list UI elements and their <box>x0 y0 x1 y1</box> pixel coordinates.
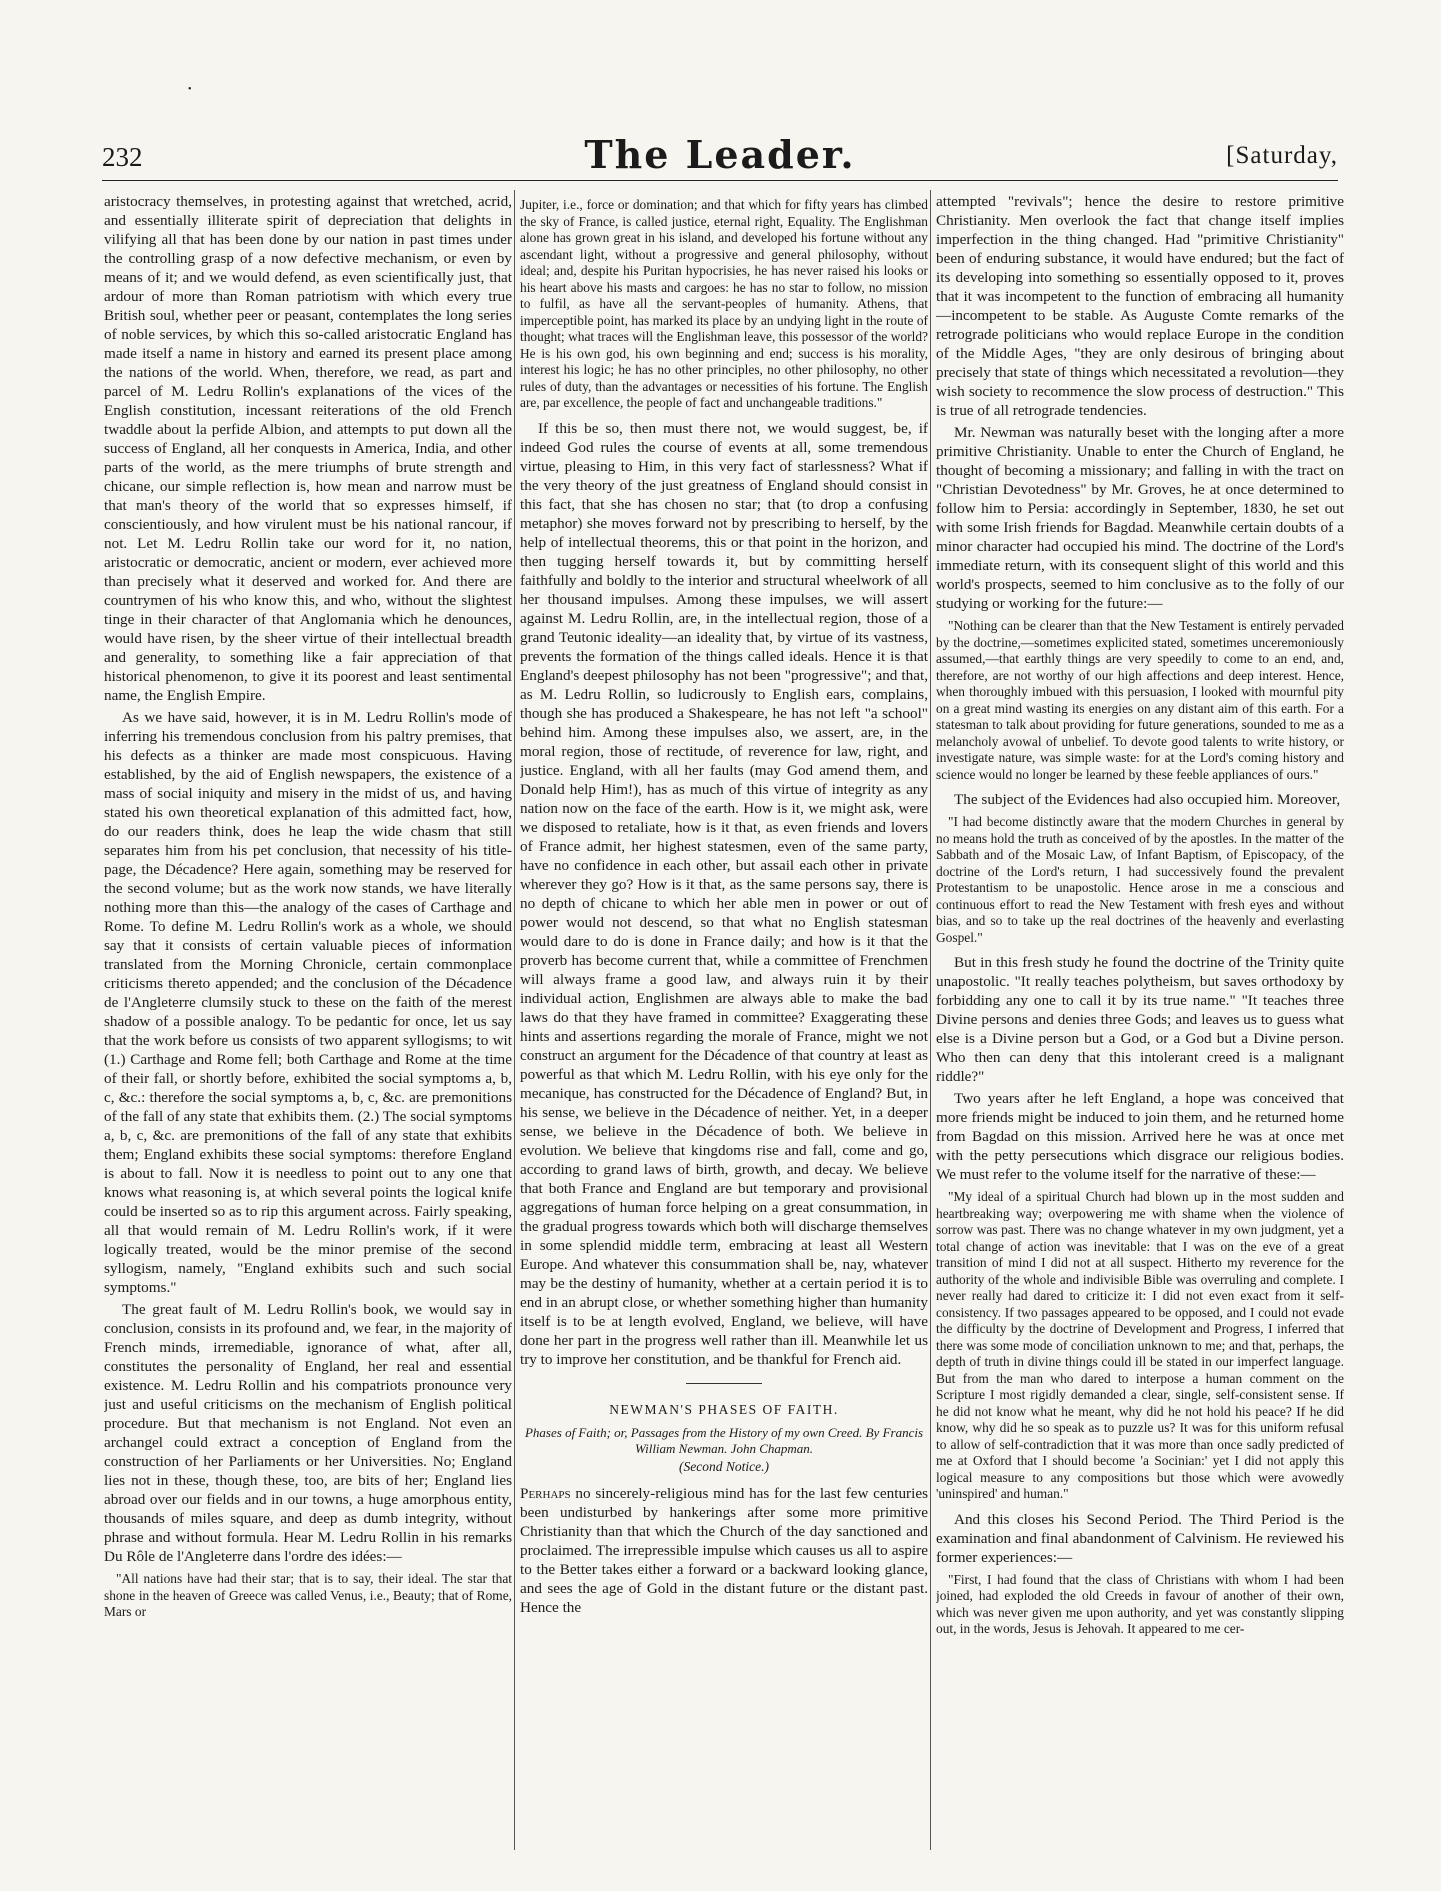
column-3 <box>936 192 1344 1852</box>
paragraph: The great fault of M. Ledru Rollin's book, we would say in conclusion, consists in its profound and, we fear, in the majority of French minds, irremediable, ignorance of what, after all, constitutes the personality of England, her real and essential existence. M. Ledru Rollin and his compatriots pronounce very just and useful criticisms on the mechanism of English political procedure. But that mechanism is not England. Not even an archangel could extract a conception of England from the construction of her Parliaments or her Universities. No; England lies not in these, though these, too, are bits of her; England lies abroad over our fields and in our towns, a huge amorphous entity, thousands of miles square, and deep as dumb integrity, without phrase and without formula. Hear M. Ledru Rollin in his remarks Du Rôle de l'Angleterre dans l'ordre des idées:— <box>104 1301 512 1565</box>
article-title: NEWMAN'S PHASES OF FAITH. <box>609 1401 839 1417</box>
masthead-title: The Leader. <box>584 132 856 177</box>
column-rule <box>514 190 515 1850</box>
drop-lead-word: Perhaps <box>520 1484 571 1502</box>
block-quote: "All nations have had their star; that is to say, their ideal. The star that shone in the heaven of Greece was called Venus, i.e., Beauty; that of Rome, Mars or <box>104 1571 512 1619</box>
block-quote: "I had become distinctly aware that the modern Churches in general by no means hold the truth as conceived of by the apostles. In the matter of the Sabbath and of the Mosaic Law, of Infant Baptism, of Episcopacy, of the doctrine of the Lord's return, I had successively found the prevalent Protestantism to be unapostolic. Hence arose in me a conscious and continuous effort to read the New Testament with fresh eyes and without bias, and so to take up the real doctrines of the heavenly and everlasting Gospel." <box>936 814 1344 945</box>
column-rule <box>930 190 931 1850</box>
paragraph: As we have said, however, it is in M. Ledru Rollin's mode of inferring his tremendous conclusion from his paltry premises, that his defects as a thinker are made most conspicuous. Having established, by the aid of English newspapers, the existence of a mass of social iniquity and misery in the midst of us, and having stated his own theoretical explanation of this admitted fact, how, do our readers think, does he leap the wide chasm that still separates him from his pet conclusion, that necessity of his title-page, the Décadence? Here again, something may be reserved for the second volume; but as the work now stands, we have literally nothing more than this—the analogy of the cases of Carthage and Rome. To define M. Ledru Rollin's work as a whole, we should say that it consists of certain valuable pieces of information translated from the Morning Chronicle, certain commonplace criticisms thereto appended; and the conclusion of the Décadence de l'Angleterre clumsily stuck to these on the faith of the merest shadow of a possible analogy. To be pedantic for once, let us say that the work before us consists of two apparent syllogisms; to wit (1.) Carthage and Rome fell; both Carthage and Rome at the time of their fall, or shortly before, exhibited the social symptoms a, b, c, &c.: therefore the social symptoms a, b, c, &c. are premonitions of the fall of any state that exhibits them. (2.) The social symptoms a, b, c, &c. are premonitions of the fall of any state that exhibits them; England exhibits these social symptoms: therefore England is about to fall. Now it is needless to point out to any one that knows what reasoning is, at which several points the logical knife could be inserted so as to rip this argument across. Fairly speaking, all that would remain of M. Ledru Rollin's work, if it were logically treated, would be the minor premise of the second syllogism, namely, "England exhibits such and such social symptoms." <box>104 709 512 1296</box>
dateline: [Saturday, <box>1226 142 1338 169</box>
paragraph-text: no sincerely-religious mind has for the last few centuries been undisturbed by hankerings after some more primitive Christianity than that which the Church of the day sanctioned and proclaimed. The irrepressible impulse which causes us all to aspire to the Better takes either a forward or a backward looking glance, and sees the age of Gold in the distant future or the distant past. Hence the <box>520 1484 928 1616</box>
column-1 <box>104 192 512 1852</box>
paragraph: Two years after he left England, a hope was conceived that more friends might be induced to join them, and he returned home from Bagdad on this mission. Arrived here he was at once met with the petty persecutions which disgrace our religious bodies. We must refer to the volume itself for the narrative of these:— <box>936 1090 1344 1183</box>
paragraph: The subject of the Evidences had also occupied him. Moreover, <box>954 791 1341 808</box>
paragraph: But in this fresh study he found the doctrine of the Trinity quite unapostolic. "It really teaches polytheism, but saves orthodoxy by forbidding any one to call it by its true name." "It teaches three Divine persons and denies three Gods; and leaves us to guess what else is a Divine person but a God, or a God but a Divine person. Who then can deny that this intolerant creed is a malignant riddle?" <box>936 954 1344 1085</box>
paragraph: aristocracy themselves, in protesting against that wretched, acrid, and essentially illiterate spirit of depreciation that delights in vilifying all that has been done by our nation in past times under the controlling grasp of a now defective mechanism, or even by means of it; and we would defend, as even scientifically just, that ardour of more than Roman patriotism with which every true British soul, whether peer or peasant, contemplates the long series of noble services, by which this so-called aristocratic England has made itself a name in history and earned its present place among the nations of the world. When, therefore, we read, as part and parcel of M. Ledru Rollin's explanations of the vices of the English constitution, incessant reiterations of the old French twaddle about la perfide Albion, and attempts to put down all the success of England, all her conquests in America, India, and other parts of the world, as the mere triumphs of brute strength and chicane, our simple reflection is, how mean and narrow must be that man's theory of the world that so expresses himself, if conscientiously, and how virulent must be his national rancour, if not. Let M. Ledru Rollin take our word for it, no nation, aristocratic or democratic, ancient or modern, ever achieved more than precisely what it deserved and worked for. And there are countrymen of his who know this, and who, without the slightest tinge in their character of that Anglomania which he denounces, would have risen, by the sheer virtue of their intellectual breadth and generality, to something like a fair appreciation of that historical phenomenon, to give it its poorest and least sentimental name, the English Empire. <box>104 193 512 704</box>
paragraph: If this be so, then must there not, we would suggest, be, if indeed God rules the course of events at all, some tremendous virtue, pleasing to Him, in this very fact of starlessness? What if the very theory of the just greatness of England should consist in this fact, that she has chosen no star; that (to drop a confusing metaphor) she moves forward not by prescribing to herself, by the help of intellectual theorems, this or that point in the horizon, and then tugging herself towards it, but by committing herself faithfully and boldly to the interior and structural wheelwork of all her thousand impulses. Among these impulses, we will assert against M. Ledru Rollin, are, in the intellectual region, those of a grand Teutonic ideality—an ideality that, by virtue of its vastness, prevents the formation of the things called ideals. Hence it is that England's deepest philosophy has not been "progressive"; and that, as M. Ledru Rollin, so ludicrously to English ears, complains, though she has produced a Shakespeare, he has not left "a school" behind him. Among these impulses also, we assert, are, in the moral region, those of rectitude, of reverence for law, right, and justice. England, with all her faults (may God amend them, and Donald help Him!), has as much of this virtue of integrity as any nation now on the face of the earth. How is it, we might ask, were we disposed to retaliate, how is it that, as even friends and lovers of France admit, her highest statesmen, even of the same party, have no confidence in each other, but assail each other in private wherever they go? How is it that, as the same persons say, there is no depth of chicane to which her able men in power or out of power would not descend, so that what no English statesman would dare to do is done in France daily; and how is it that the proverb has become current that, while a committee of Frenchmen will always frame a good law, and always ruin it by their individual action, Englishmen are always able to make the bad laws do that they have framed in committee? Exaggerating these hints and assertions regarding the morale of France, might we not construct an argument for the Décadence of that country at least as powerful as that which M. Ledru Rollin, with his eye only for the mecanique, has constructed for the Décadence of England? But, in his sense, we believe in the Décadence of neither. Yet, in a deeper sense, we believe in the Décadence of both. We believe in evolution. We believe that kingdoms rise and fall, come and go, according to grand laws of birth, growth, and decay. We believe that both France and England are but temporary and provisional aggregations of human force helping on a great consummation, in the gradual progress towards which both will discharge themselves in some splendid middle term, embracing at least all Western Europe. And whatever this consummation shall be, nay, whatever may be the destiny of humanity, whether at a certain period it is to end in an abrupt close, or whether something higher than humanity itself is to be at length evolved, England, we believe, will have done her part in the progress well rather than ill. Meanwhile let us try to improve her constitution, and be thankful for French aid. <box>520 419 928 1368</box>
block-quote: Jupiter, i.e., force or domination; and that which for fifty years has climbed the sky of France, is called justice, eternal right, Equality. The Englishman alone has grown great in his island, and developed his fortune without any ascendant light, without a progressive and general philosophy, without ideal; and, despite his Puritan hypocrisies, he has never raised his looks or his heart above his masts and cargoes: he has no star to follow, no mission to fulfil, as have all the servant-peoples of humanity. Athens, that imperceptible point, has marked its place by an undying light in the route of thought; what traces will the Englishman leave, this possessor of the world? He is his own god, his own beginning and end; success is his morality, interest his logic; he has no other principles, no other philosophy, no other rules of duty, than the advantages or necessities of his fortune. The English are, par excellence, the people of fact and unchangeable traditions." <box>520 197 928 410</box>
block-quote: "Nothing can be clearer than that the New Testament is entirely pervaded by the doctrine,—sometimes explicited stated, sometimes unceremoniously assumed,—that earthly things are very speedily to come to an end, and, therefore, are not worthy of our high affections and deep interest. Hence, when thoroughly imbued with this persuasion, I looked with mournful pity on a great mind wasting its energies on any distant aim of this earth. For a statesman to talk about providing for future generations, sounded to me as a melancholy avowal of unbelief. To devote good talents to write history, or investigate nature, was simple waste: for at the Lord's coming history and science would no longer be learned by these feeble appliances of ours." <box>936 618 1344 782</box>
page-number: 232 <box>102 142 143 172</box>
article-subtitle: Phases of Faith; or, Passages from the History of my own Creed. By Francis William Newman. John Chapman. <box>524 1424 924 1456</box>
paragraph <box>520 1484 928 1617</box>
paragraph: attempted "revivals"; hence the desire to restore primitive Christianity. Men overlook the fact that change itself implies imperfection in the thing changed. Had "primitive Christianity" been of enduring substance, it would have endured; but the fact of its developing into something so essentially opposed to it, proves that it was incompetent to the function of embracing all humanity—incompetent to be stable. As Auguste Comte remarks of the retrograde politicians who would replace Europe in the condition of the Middle Ages, "they are only desirous of bringing about precisely that state of things which necessitated a revolution—they wish society to recommence the slow process of destruction." This is true of all retrograde tendencies. <box>936 193 1344 419</box>
block-quote: "First, I had found that the class of Christians with whom I had been joined, had exploded the old Creeds in favour of another of their own, which was never given me upon authority, and yet was constantly slipping out, in the words, Jesus is Jehovah. It appeared to me cer- <box>936 1571 1344 1636</box>
article-note: (Second Notice.) <box>679 1458 769 1474</box>
section-divider <box>686 1383 762 1384</box>
stray-mark: • <box>188 84 192 95</box>
column-2 <box>520 192 928 1852</box>
paragraph: And this closes his Second Period. The Third Period is the examination and final abandonment of Calvinism. He reviewed his former experiences:— <box>936 1510 1344 1566</box>
paragraph: Mr. Newman was naturally beset with the longing after a more primitive Christianity. Unable to enter the Church of England, he thought of becoming a missionary; and falling in with the tract on "Christian Devotedness" by Mr. Groves, he at once determined to follow him to Persia: accordingly in September, 1830, he set out with some Irish friends for Bagdad. Meanwhile certain doubts of a minor character had occupied his mind. The doctrine of the Lord's immediate return, with its consequent slight of this world and this world's prospects, seemed to him conclusive as to the folly of our studying or working for the future:— <box>936 424 1344 612</box>
page-header <box>102 130 1338 181</box>
block-quote: "My ideal of a spiritual Church had blown up in the most sudden and heartbreaking way; overpowering me with shame when the violence of sorrow was past. There was no change whatever in my own judgment, yet a total change of action was inevitable: that I was on the eve of a great transition of mind I did not at all suspect. Hitherto my reverence for the authority of the whole and indivisible Bible was overruling and complete. I never really had dared to criticize it: I did not even exact from it self-consistency. If two passages appeared to be opposed, and I could not evade the difficulty by the doctrine of Development and Progress, I inferred that there was some mode of conciliation unknown to me; and that, perhaps, the depth of truth in divine things could ill be stated in our imperfect language. But from the man who dared to interpose a human comment on the Scripture I most rigidly demanded a clear, single, self-consistent sense. If he did not know what he meant, why did he not hold his peace? If he did know, why did he so speak as to puzzle us? It was for this uniform refusal to allow of self-contradiction that it was more than once sadly predicted of me at Oxford that I should become 'a Socinian:' yet I did not apply this logical measure to any compositions but those which were avowedly 'uninspired' and human." <box>936 1189 1344 1501</box>
